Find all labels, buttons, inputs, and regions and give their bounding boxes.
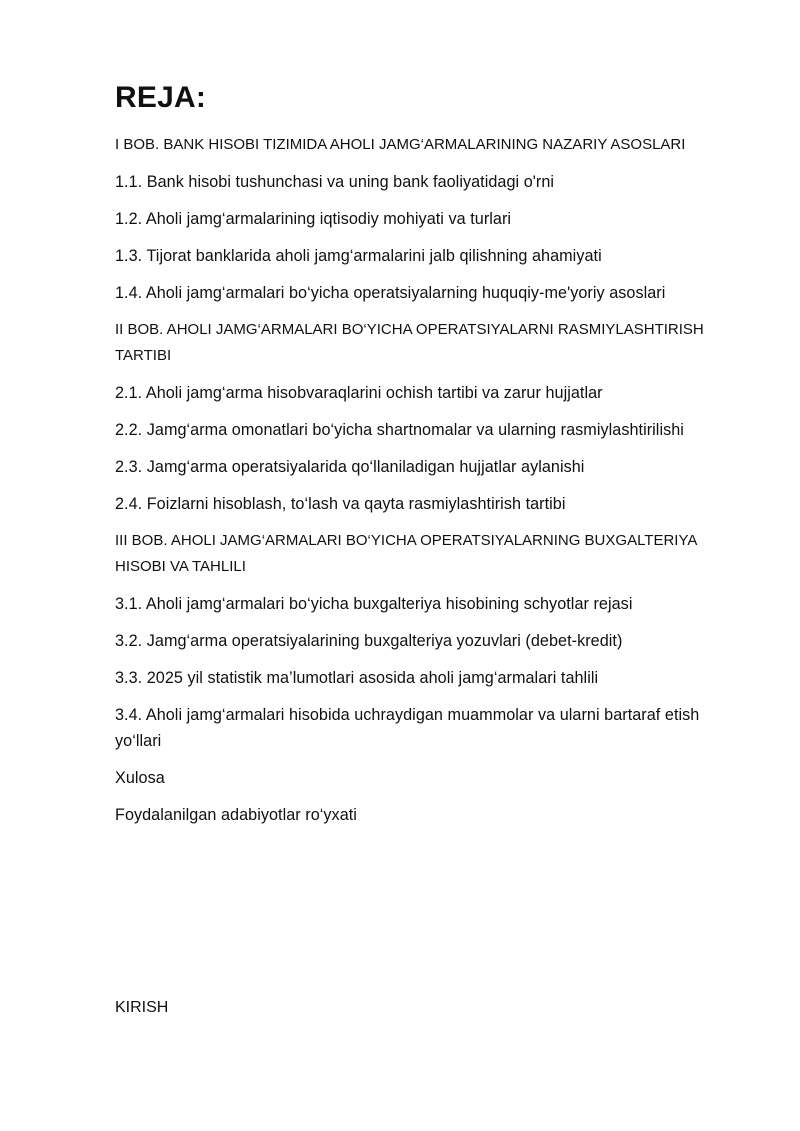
section-3-2: 3.2. Jamg‘arma operatsiyalarining buxgalteriya yozuvlari (debet-kredit) bbox=[115, 632, 623, 650]
section-2-2: 2.2. Jamg‘arma omonatlari bo‘yicha shartnomalar va ularning rasmiylashtirilishi bbox=[115, 421, 684, 439]
section-3-1: 3.1. Aholi jamg‘armalari bo‘yicha buxgalteriya hisobining schyotlar rejasi bbox=[115, 595, 633, 613]
references-item: Foydalanilgan adabiyotlar ro‘yxati bbox=[115, 806, 357, 824]
section-1-1: 1.1. Bank hisobi tushunchasi va uning bank faoliyatidagi o'rni bbox=[115, 173, 555, 191]
chapter-3-heading: III BOB. AHOLI JAMG‘ARMALARI BO‘YICHA OPERATSIYALARNING BUXGALTERIYA HISOBI VA TAHLILI bbox=[115, 532, 697, 575]
section-2-4: 2.4. Foizlarni hisoblash, to‘lash va qayta rasmiylashtirish tartibi bbox=[115, 495, 566, 513]
section-3-4: 3.4. Aholi jamg‘armalari hisobida uchraydigan muammolar va ularni bartaraf etish yo‘llari bbox=[115, 706, 700, 750]
page-title: REJA: bbox=[115, 81, 207, 114]
section-2-1: 2.1. Aholi jamg‘arma hisobvaraqlarini ochish tartibi va zarur hujjatlar bbox=[115, 384, 603, 402]
conclusion-item: Xulosa bbox=[115, 769, 165, 787]
chapter-2-heading: II BOB. AHOLI JAMG‘ARMALARI BO‘YICHA OPERATSIYALARNI RASMIYLASHTIRISH TARTIBI bbox=[115, 321, 704, 364]
section-3-3: 3.3. 2025 yil statistik ma’lumotlari asosida aholi jamg‘armalari tahlili bbox=[115, 669, 599, 687]
section-2-3: 2.3. Jamg‘arma operatsiyalarida qo‘llaniladigan hujjatlar aylanishi bbox=[115, 458, 585, 476]
document-body bbox=[115, 78, 750, 839]
chapter-1-heading: I BOB. BANK HISOBI TIZIMIDA AHOLI JAMG‘ARMALARINING NAZARIY ASOSLARI bbox=[115, 136, 686, 153]
section-1-4: 1.4. Aholi jamg‘armalari bo‘yicha operatsiyalarning huquqiy-me'yoriy asoslari bbox=[115, 284, 666, 302]
section-1-2: 1.2. Aholi jamg‘armalarining iqtisodiy mohiyati va turlari bbox=[115, 210, 512, 228]
section-1-3: 1.3. Tijorat banklarida aholi jamg‘armalarini jalb qilishning ahamiyati bbox=[115, 247, 602, 265]
introduction-heading: KIRISH bbox=[115, 999, 169, 1016]
